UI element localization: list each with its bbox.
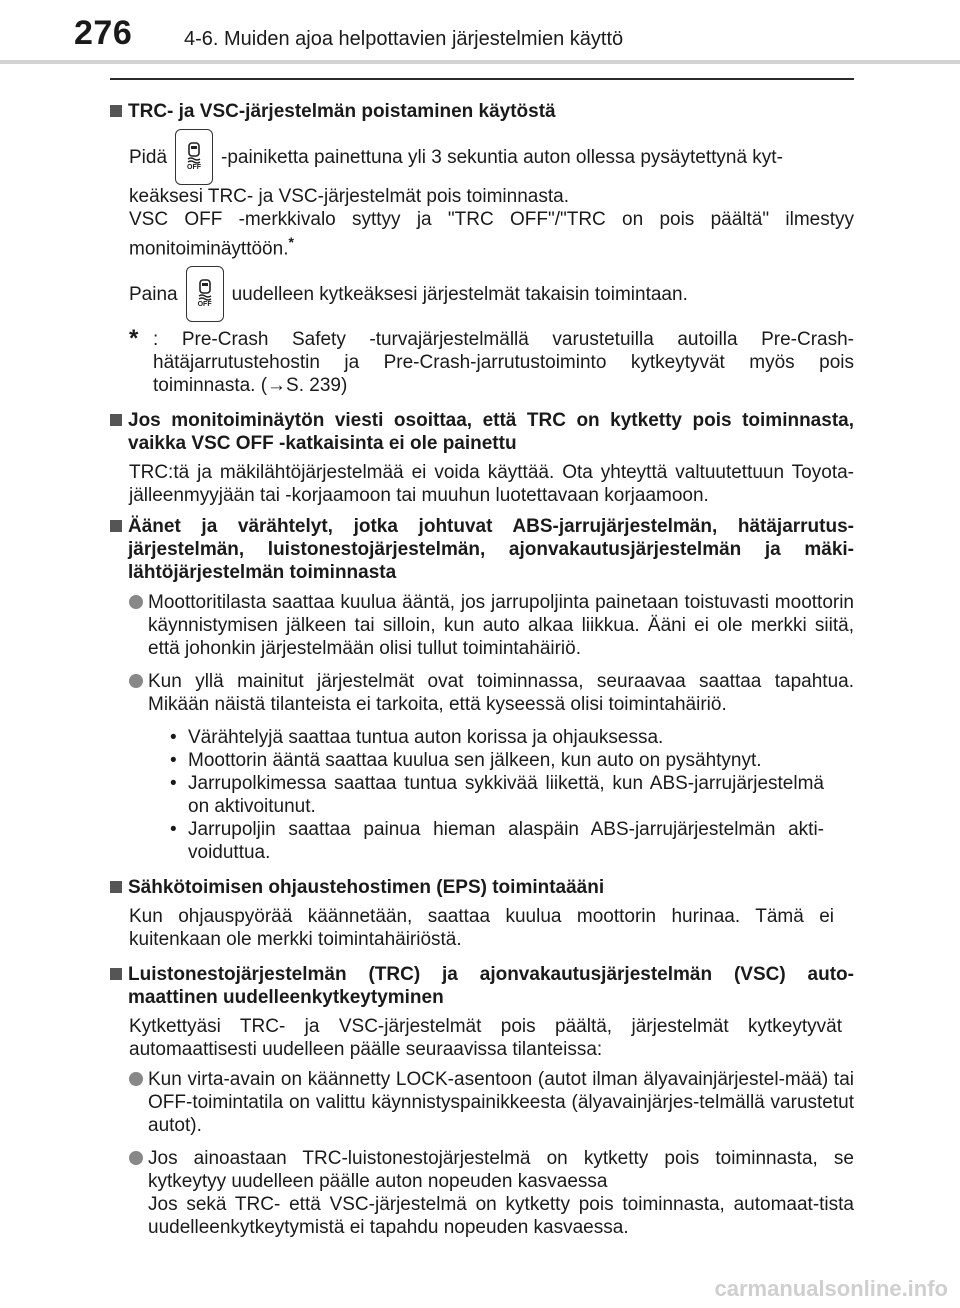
section-heading <box>110 100 854 123</box>
vsc-off-button-icon <box>186 266 224 322</box>
square-bullet-icon <box>110 520 122 532</box>
vsc-off-button-icon <box>175 129 213 185</box>
skid-car-icon <box>197 279 213 301</box>
square-bullet-icon <box>110 105 122 117</box>
round-bullet-icon <box>129 1072 143 1086</box>
section-title: Äänet ja värähtelyt, jotka johtuvat ABS-jarrujärjestelmän, hätäjarrutus-järjestelmän, luistonestojärjestelmän, ajonvakautusjärjestelmän ja mäki-lähtöjärjestelmän toiminnasta <box>128 516 854 584</box>
round-bullet-icon <box>129 1151 143 1165</box>
skid-car-icon <box>186 142 202 164</box>
list-item <box>110 670 854 716</box>
list-item-content <box>148 1147 854 1239</box>
list-item <box>110 1068 854 1137</box>
sub-list-text: Moottorin ääntä saattaa kuulua sen jälkeen, kun auto on pysähtynyt. <box>188 750 762 772</box>
square-bullet-icon <box>110 414 122 426</box>
list-item <box>110 591 854 660</box>
header-divider <box>0 60 960 64</box>
sub-list-item <box>110 772 854 818</box>
content-divider <box>110 78 854 80</box>
round-bullet-icon <box>129 674 143 688</box>
section-title: Jos monitoiminäytön viesti osoittaa, että TRC on kytketty pois toiminnasta, vaikka VSC OFF -katkaisinta ei ole painettu <box>128 410 854 455</box>
section-heading <box>110 515 854 584</box>
list-item-text: Moottoritilasta saattaa kuulua ääntä, jos jarrupoljinta painetaan toistuvasti moottorin käynnistymisen jälkeen tai silloin, kun auto alkaa liikkua. Ääni ei ole merkki siitä, että johonkin järjestelmään olisi tullut toimintahäiriö. <box>148 592 854 660</box>
sub-bullet: • <box>170 750 177 772</box>
list-item <box>110 1147 854 1239</box>
page-number: 276 <box>74 14 133 52</box>
sub-list-item <box>110 818 854 864</box>
sub-list-item <box>110 749 854 772</box>
instruction-text: -painiketta painettuna yli 3 sekuntia auton ollessa pysäytettynä kyt- <box>221 146 783 168</box>
instruction-text: uudelleen kytkeäksesi järjestelmät takaisin toimintaan. <box>231 283 688 305</box>
off-label: OFF <box>197 301 212 309</box>
list-item-text: Kun virta-avain on käännetty LOCK-asentoon (autot ilman älyavainjärjestel-mää) tai OFF-toimintatila on valittu käynnistyspainikkeesta (älyavainjärjes-telmällä varustetut autot). <box>148 1069 854 1137</box>
footnote-text: : Pre-Crash Safety -turvajärjestelmällä varustetuilla autoilla Pre-Crash-hätäjarrutustehostin ja Pre-Crash-jarrutustoiminto kytkeytyvät myös pois toiminnasta. (→S. 239) <box>153 329 854 397</box>
sub-list <box>110 726 854 864</box>
section-heading <box>110 963 854 1009</box>
sub-bullet: • <box>170 773 177 795</box>
chapter-title: 4-6. Muiden ajoa helpottavien järjestelmien käyttö <box>184 28 624 50</box>
paragraph <box>110 208 854 260</box>
list-item-text: Kun yllä mainitut järjestelmät ovat toiminnassa, seuraavaa saattaa tapahtua. Mikään näistä tilanteista ei tarkoita, että kyseessä olisi toimintahäiriö. <box>148 671 854 716</box>
page-header <box>74 14 920 54</box>
square-bullet-icon <box>110 968 122 980</box>
watermark: carmanualsonline.info <box>714 1276 948 1301</box>
list-item-text: Jos sekä TRC- että VSC-järjestelmä on kytketty pois toiminnasta, automaat-tista uudelleenkytkeytymistä ei tapahdu nopeuden kasvaessa. <box>148 1194 854 1239</box>
sub-list-text: Jarrupoljin saattaa painua hieman alaspäin ABS-jarrujärjestelmän akti-voiduttua. <box>188 819 824 864</box>
instruction-line <box>110 266 854 322</box>
instruction-text: Pidä <box>129 146 168 168</box>
instruction-line <box>110 129 854 185</box>
paragraph: TRC:tä ja mäkilähtöjärjestelmää ei voida käyttää. Ota yhteyttä valtuutettuun Toyota-jälleenmyyjään tai -korjaamoon tai muuhun luotettavaan korjaamoon. <box>129 462 854 507</box>
section-heading <box>110 409 854 455</box>
instruction-text: Paina <box>129 283 178 305</box>
paragraph-text: VSC OFF -merkkivalo syttyy ja "TRC OFF"/"TRC on pois päältä" ilmestyy monitoiminäyttöön. <box>129 209 854 260</box>
sub-list-item <box>110 726 854 749</box>
page-content <box>110 90 854 1239</box>
sub-bullet: • <box>170 819 177 841</box>
square-bullet-icon <box>110 881 122 893</box>
footnote-star: * <box>129 325 139 353</box>
paragraph: Kun ohjauspyörää käännetään, saattaa kuulua moottorin hurinaa. Tämä ei kuitenkaan ole merkki toimintahäiriöstä. <box>129 906 834 951</box>
round-bullet-icon <box>129 595 143 609</box>
sub-list-text: Värähtelyjä saattaa tuntua auton korissa ja ohjauksessa. <box>188 727 664 749</box>
footnote <box>110 325 854 397</box>
sub-list-text: Jarrupolkimessa saattaa tuntua sykkivää liikettä, kun ABS-jarrujärjestelmä on aktivoitunut. <box>188 773 824 818</box>
section-title: Luistonestojärjestelmän (TRC) ja ajonvakautusjärjestelmän (VSC) auto-maattinen uudelleenkytkeytyminen <box>128 964 854 1009</box>
footnote-mark: * <box>288 234 294 250</box>
paragraph: Kytkettyäsi TRC- ja VSC-järjestelmät pois päältä, järjestelmät kytkeytyvät automaattisesti uudelleen päälle seuraavissa tilanteissa: <box>129 1016 842 1061</box>
sub-bullet: • <box>170 727 177 749</box>
section-heading <box>110 876 854 899</box>
off-label: OFF <box>187 164 202 171</box>
list-item-text: Jos ainoastaan TRC-luistonestojärjestelmä on kytketty pois toiminnasta, se kytkeytyy uudelleen päälle auton nopeuden kasvaessa <box>148 1148 854 1193</box>
section-title: TRC- ja VSC-järjestelmän poistaminen käytöstä <box>128 101 556 122</box>
section-title: Sähkötoimisen ohjaustehostimen (EPS) toimintaääni <box>128 877 605 899</box>
paragraph: keäksesi TRC- ja VSC-järjestelmät pois toiminnasta. <box>129 186 569 207</box>
